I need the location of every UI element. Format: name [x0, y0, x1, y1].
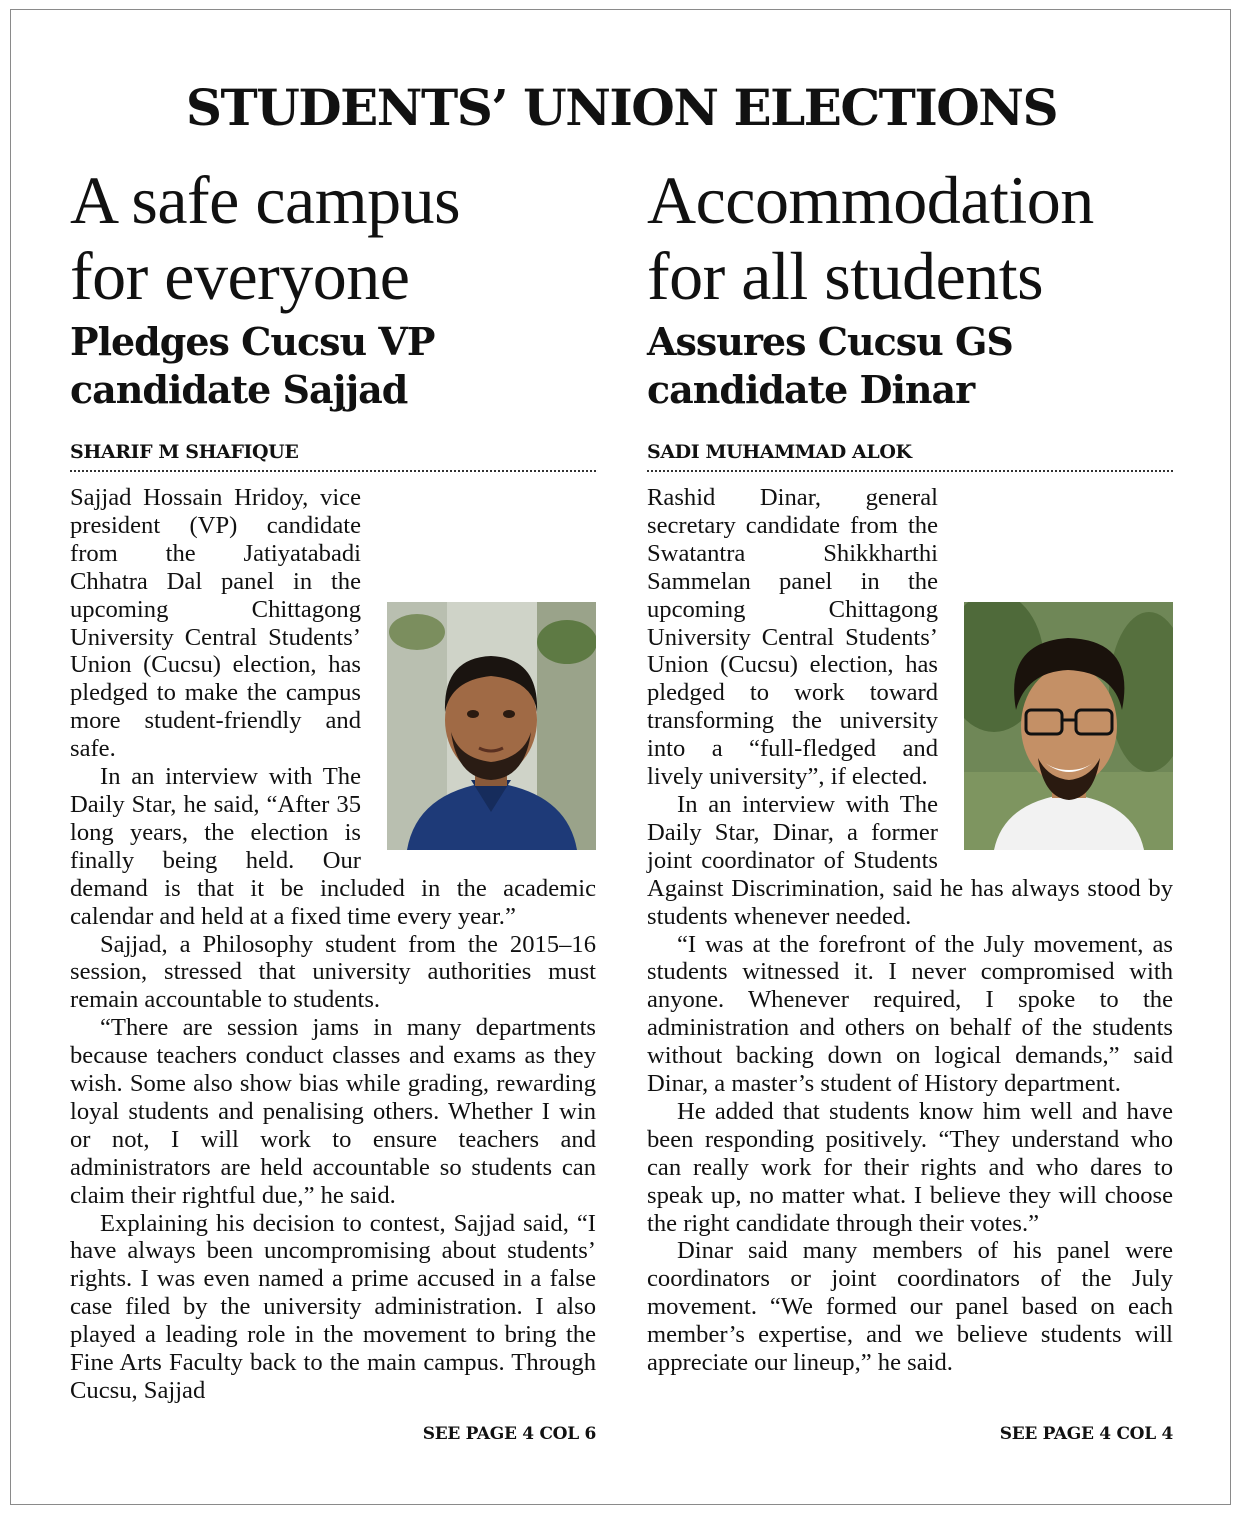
- right-paragraph-2: In an interview with The Daily Star, Dinar, a former joint coordinator of Students Against Discrimination, said he has always stood by students whenever needed.: [647, 790, 1173, 930]
- headline-left: [70, 162, 596, 314]
- body-right: [647, 484, 1173, 1377]
- subhead-left-line2: candidate Sajjad: [70, 367, 408, 412]
- jump-line-right[interactable]: SEE PAGE 4 COL 4: [999, 1424, 1173, 1444]
- byline-right: SADI MUHAMMAD ALOK: [647, 441, 912, 463]
- subhead-right: [647, 318, 1173, 414]
- article-left: [70, 162, 596, 1444]
- subhead-right-line2: candidate Dinar: [647, 367, 975, 412]
- byline-divider-left: [70, 470, 596, 472]
- article-right: [647, 162, 1173, 1444]
- headline-right: [647, 162, 1173, 314]
- right-paragraph-4: He added that students know him well and have been responding positively. “They understand who can really work for their rights and who dares to speak up, no matter what. I believe they will choose the right candidate through their votes.”: [647, 1097, 1173, 1237]
- left-paragraph-2: In an interview with The Daily Star, he said, “After 35 long years, the election is finally being held. Our demand is that it be included in the academic calendar and held at a fixed time every year.”: [70, 763, 596, 930]
- headline-left-line1: A safe campus: [70, 162, 461, 238]
- left-paragraph-4: “There are session jams in many departments because teachers conduct classes and exams as they wish. Some also show bias while grading, rewarding loyal students and penalising others. Whether I win or not, I will work to ensure teachers and administrators are held accountable so students can claim their rightful due,” he said.: [70, 1014, 596, 1209]
- photo-sajjad: [387, 602, 596, 850]
- headline-right-line2: for all students: [647, 238, 1044, 314]
- left-paragraph-3: Sajjad, a Philosophy student from the 2015–16 session, stressed that university authorities must remain accountable to students.: [70, 930, 596, 1014]
- photo-dinar: [964, 602, 1173, 850]
- headline-left-line2: for everyone: [70, 238, 410, 314]
- jump-line-left[interactable]: SEE PAGE 4 COL 6: [422, 1424, 596, 1444]
- byline-left: SHARIF M SHAFIQUE: [70, 441, 299, 463]
- headline-right-line1: Accommodation: [647, 162, 1094, 238]
- subhead-right-line1: Assures Cucsu GS: [647, 319, 1013, 364]
- right-paragraph-5: Dinar said many members of his panel were coordinators or joint coordinators of the July movement. “We formed our panel based on each member’s expertise, and we believe students will appreciate our lineup,” he said.: [647, 1237, 1173, 1377]
- left-paragraph-1: Sajjad Hossain Hridoy, vice president (VP) candidate from the Jatiyatabadi Chhatra Dal panel in the upcoming Chittagong University Central Students’ Union (Cucsu) election, has pledged to make the campus more student-friendly and safe.: [70, 484, 361, 763]
- byline-divider-right: [647, 470, 1173, 472]
- right-paragraph-1: Rashid Dinar, general secretary candidate from the Swatantra Shikkharthi Sammelan panel in the upcoming Chittagong University Central Students’ Union (Cucsu) election, has pledged to work toward transforming the university into a “full-fledged and lively university”, if elected.: [647, 484, 938, 791]
- subhead-left: [70, 318, 596, 414]
- right-paragraph-3: “I was at the forefront of the July movement, as students witnessed it. I never compromised with anyone. Whenever required, I spoke to the administration and others on behalf of the students without backing down on logical demands,” said Dinar, a master’s student of History department.: [647, 930, 1173, 1098]
- left-paragraph-5: Explaining his decision to contest, Sajjad said, “I have always been uncompromising about students’ rights. I was even named a prime accused in a false case filed by the university administration. I also played a leading role in the movement to bring the Fine Arts Faculty back to the main campus. Through Cucsu, Sajjad: [70, 1209, 596, 1404]
- subhead-left-line1: Pledges Cucsu VP: [70, 319, 435, 364]
- body-left: [70, 484, 596, 1405]
- section-title: STUDENTS’ UNION ELECTIONS: [185, 78, 1058, 137]
